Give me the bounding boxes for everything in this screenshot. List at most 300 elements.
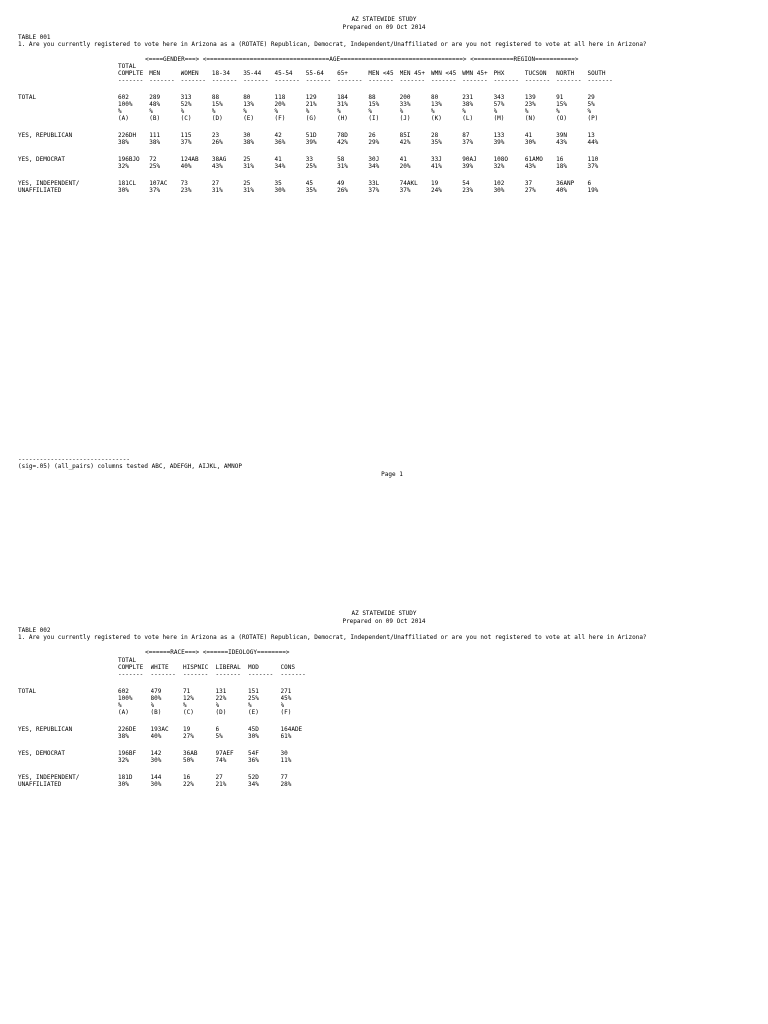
page-number: Page 1 bbox=[381, 471, 403, 478]
table-row bbox=[18, 108, 619, 115]
table-cell: 602 bbox=[118, 94, 129, 101]
table-row bbox=[18, 139, 619, 146]
table-cell: % bbox=[462, 108, 466, 115]
table-row bbox=[18, 187, 619, 194]
table-cell: 39% bbox=[493, 139, 505, 146]
col-header: MEN bbox=[149, 70, 161, 77]
col-header: LIBERAL bbox=[215, 664, 241, 671]
question-text: 1. Are you currently registered to vote here in Arizona as a (ROTATE) Republican, Democrat, Independent/Unaffiliated or are you not registered to vote at all here in Arizona? bbox=[18, 41, 647, 48]
table-cell: % bbox=[368, 108, 372, 115]
table-cell: 88 bbox=[211, 94, 220, 101]
table-cell: % bbox=[524, 108, 529, 115]
table-cell: 88 bbox=[368, 94, 376, 101]
row-spacer bbox=[18, 84, 619, 94]
col-header-top bbox=[525, 63, 556, 70]
table-cell: 58 bbox=[337, 156, 345, 163]
row-spacer bbox=[18, 170, 619, 180]
footer-rule: ------------------------------- bbox=[18, 456, 130, 463]
table-cell: 37% bbox=[149, 187, 161, 194]
table-cell: 33% bbox=[399, 101, 411, 108]
row-spacer bbox=[18, 740, 313, 750]
table-cell: (M) bbox=[493, 115, 505, 122]
table-cell: 43% bbox=[211, 163, 223, 170]
col-header: 18-34 bbox=[211, 70, 230, 77]
table-cell: % bbox=[215, 702, 220, 709]
col-header: 65+ bbox=[337, 70, 348, 77]
table-cell: 29 bbox=[587, 94, 595, 101]
table-cell: (P) bbox=[587, 115, 599, 122]
table-cell: 80 bbox=[243, 94, 251, 101]
table-cell: 144 bbox=[150, 774, 162, 781]
table-cell: 48% bbox=[149, 101, 161, 108]
table-cell: 31% bbox=[243, 163, 255, 170]
table-cell: (K) bbox=[430, 115, 442, 122]
table-cell: 31% bbox=[243, 187, 255, 194]
col-header-top bbox=[183, 657, 216, 664]
table-row bbox=[18, 101, 619, 108]
table-cell: 102 bbox=[493, 180, 505, 187]
col-header-top bbox=[216, 657, 249, 664]
table-cell: 226DE bbox=[118, 726, 137, 733]
table-cell: 20% bbox=[274, 101, 286, 108]
col-header: COMPLTE bbox=[118, 664, 144, 671]
table-cell: 15% bbox=[211, 101, 223, 108]
study-title: AZ STATEWIDE STUDY bbox=[351, 610, 417, 617]
prepared-date: Prepared on 09 Oct 2014 bbox=[342, 24, 426, 31]
table-cell: 78D bbox=[337, 132, 348, 139]
table-cell: 181D bbox=[118, 774, 133, 781]
table-cell: 11% bbox=[280, 757, 292, 764]
table-cell: 30% bbox=[274, 187, 286, 194]
table-row bbox=[18, 94, 619, 101]
table-cell: 50% bbox=[183, 757, 194, 764]
table-cell: 19 bbox=[430, 180, 439, 187]
table-cell: 100% bbox=[118, 695, 133, 702]
table-cell: 35 bbox=[274, 180, 282, 187]
col-header-top: TOTAL bbox=[118, 657, 137, 664]
table-cell: 164ADE bbox=[280, 726, 303, 733]
table-cell: 49 bbox=[337, 180, 345, 187]
table-cell: 31% bbox=[337, 163, 348, 170]
table-row bbox=[18, 132, 619, 139]
table-row bbox=[18, 115, 619, 122]
table-cell: (O) bbox=[556, 115, 567, 122]
row-label: TOTAL bbox=[18, 688, 37, 695]
col-header-top bbox=[400, 63, 431, 70]
row-label-spacer bbox=[18, 657, 118, 664]
table-cell: 19% bbox=[587, 187, 599, 194]
table-cell: 23% bbox=[524, 101, 536, 108]
header-row bbox=[18, 657, 313, 664]
table-cell: (F) bbox=[274, 115, 286, 122]
table-cell: % bbox=[274, 108, 279, 115]
table-row bbox=[18, 180, 619, 187]
table-cell: 25% bbox=[248, 695, 259, 702]
table-cell: 34% bbox=[274, 163, 286, 170]
header-underline bbox=[18, 77, 619, 84]
table-cell: 38% bbox=[149, 139, 161, 146]
table-cell: 33L bbox=[368, 180, 380, 187]
header-row bbox=[18, 664, 313, 671]
table-cell: 18% bbox=[556, 163, 567, 170]
table-cell: 16 bbox=[556, 156, 564, 163]
crosstab-table bbox=[18, 63, 619, 194]
table-cell: 602 bbox=[118, 688, 129, 695]
table-cell: % bbox=[587, 108, 592, 115]
table-cell: 184 bbox=[337, 94, 348, 101]
row-label bbox=[18, 757, 118, 764]
table-cell: (B) bbox=[150, 709, 162, 716]
table-cell: 5% bbox=[215, 733, 223, 740]
header-dashes: ------- bbox=[183, 671, 209, 678]
table-cell: 35% bbox=[430, 139, 442, 146]
col-header-top bbox=[431, 63, 462, 70]
col-header-top bbox=[337, 63, 368, 70]
table-cell: 30J bbox=[368, 156, 380, 163]
table-cell: 38AG bbox=[211, 156, 227, 163]
table-cell: 110 bbox=[587, 156, 599, 163]
table-cell: 37% bbox=[587, 163, 599, 170]
table-cell: 111 bbox=[149, 132, 161, 139]
table-cell: (N) bbox=[524, 115, 536, 122]
table-cell: 36% bbox=[274, 139, 286, 146]
col-header-top bbox=[587, 63, 618, 70]
table-cell: 343 bbox=[493, 94, 505, 101]
col-header-top bbox=[243, 63, 274, 70]
table-cell: 30% bbox=[118, 781, 129, 788]
col-header: SOUTH bbox=[587, 70, 606, 77]
header-dashes: ------- bbox=[243, 77, 269, 84]
table-cell: 61AMO bbox=[524, 156, 543, 163]
table-id: TABLE 001 bbox=[18, 34, 51, 41]
row-label bbox=[18, 733, 118, 740]
row-label: YES, REPUBLICAN bbox=[18, 726, 73, 733]
table-cell: 39% bbox=[462, 163, 474, 170]
table-cell: 29% bbox=[368, 139, 380, 146]
table-cell: 25 bbox=[243, 180, 251, 187]
table-cell: 20% bbox=[399, 163, 411, 170]
table-cell: (A) bbox=[118, 115, 129, 122]
table-cell: 43% bbox=[556, 139, 567, 146]
table-cell: 71 bbox=[183, 688, 191, 695]
row-spacer bbox=[18, 146, 619, 156]
table-cell: 118 bbox=[274, 94, 286, 101]
table-cell: 28% bbox=[280, 781, 292, 788]
col-header-top: TOTAL bbox=[118, 63, 137, 70]
table-cell: 479 bbox=[150, 688, 162, 695]
table-cell: 39N bbox=[556, 132, 567, 139]
row-label: YES, DEMOCRAT bbox=[18, 156, 65, 163]
col-header: TUCSON bbox=[524, 70, 547, 77]
table-cell: 115 bbox=[180, 132, 192, 139]
col-header-top bbox=[494, 63, 525, 70]
row-label bbox=[18, 702, 118, 709]
row-label bbox=[18, 108, 118, 115]
study-title: AZ STATEWIDE STUDY bbox=[351, 16, 417, 23]
table-cell: 129 bbox=[305, 94, 317, 101]
table-cell: 30% bbox=[524, 139, 536, 146]
table-cell: 90AJ bbox=[462, 156, 477, 163]
col-header-top bbox=[149, 63, 180, 70]
question-text: 1. Are you currently registered to vote here in Arizona as a (ROTATE) Republican, Democrat, Independent/Unaffiliated or are you not registered to vote at all here in Arizona? bbox=[18, 634, 647, 641]
table-cell: % bbox=[211, 108, 216, 115]
col-header: HISPNIC bbox=[183, 664, 209, 671]
col-header: WMN 45+ bbox=[462, 70, 488, 77]
table-cell: (L) bbox=[462, 115, 474, 122]
col-header: 55-64 bbox=[305, 70, 324, 77]
table-cell: 313 bbox=[180, 94, 192, 101]
table-cell: 80 bbox=[430, 94, 439, 101]
table-cell: 27% bbox=[524, 187, 536, 194]
table-cell: 45D bbox=[248, 726, 259, 733]
banner-header: <======RACE===> <======IDEOLOGY========> bbox=[145, 649, 290, 656]
col-header: MOD bbox=[248, 664, 259, 671]
table-cell: 6 bbox=[587, 180, 592, 187]
row-spacer-cell bbox=[18, 764, 313, 774]
table-cell: 142 bbox=[150, 750, 162, 757]
table-cell: 24% bbox=[430, 187, 442, 194]
col-header-top bbox=[274, 63, 305, 70]
table-cell: 30 bbox=[280, 750, 288, 757]
table-cell: 108O bbox=[493, 156, 509, 163]
table-cell: 41 bbox=[399, 156, 407, 163]
table-cell: % bbox=[280, 702, 285, 709]
table-cell: 91 bbox=[556, 94, 564, 101]
row-label bbox=[18, 115, 118, 122]
table-cell: 57% bbox=[493, 101, 505, 108]
table-cell: % bbox=[430, 108, 435, 115]
table-cell: 74% bbox=[215, 757, 227, 764]
header-dashes: ------- bbox=[118, 671, 144, 678]
row-spacer bbox=[18, 122, 619, 132]
row-spacer bbox=[18, 716, 313, 726]
table-cell: 32% bbox=[493, 163, 505, 170]
table-cell: 72 bbox=[149, 156, 157, 163]
header-dashes: ------- bbox=[280, 671, 306, 678]
row-label: YES, REPUBLICAN bbox=[18, 132, 73, 139]
table-cell: 35% bbox=[305, 187, 317, 194]
table-cell: 37% bbox=[368, 187, 380, 194]
table-row bbox=[18, 726, 313, 733]
header-dashes: ------- bbox=[368, 77, 394, 84]
row-spacer-cell bbox=[18, 146, 619, 156]
table-cell: 13% bbox=[243, 101, 255, 108]
table-cell: 13% bbox=[430, 101, 442, 108]
col-header-top bbox=[556, 63, 587, 70]
row-label: TOTAL bbox=[18, 94, 37, 101]
table-cell: (E) bbox=[248, 709, 259, 716]
table-cell: % bbox=[305, 108, 310, 115]
table-cell: 73 bbox=[180, 180, 188, 187]
col-header: WOMEN bbox=[180, 70, 199, 77]
table-cell: 31% bbox=[211, 187, 223, 194]
table-cell: 32% bbox=[118, 163, 129, 170]
col-header: CONS bbox=[280, 664, 295, 671]
table-cell: 21% bbox=[215, 781, 227, 788]
table-cell: 226DH bbox=[118, 132, 137, 139]
row-label bbox=[18, 101, 118, 108]
table-cell: 271 bbox=[280, 688, 292, 695]
table-cell: 139 bbox=[524, 94, 536, 101]
table-cell: 25% bbox=[149, 163, 161, 170]
table-cell: 27% bbox=[183, 733, 194, 740]
row-spacer-cell bbox=[18, 678, 313, 688]
table-cell: 41% bbox=[430, 163, 442, 170]
table-cell: 26% bbox=[211, 139, 223, 146]
table-cell: 12% bbox=[183, 695, 194, 702]
header-dashes: ------- bbox=[150, 671, 176, 678]
col-header-top bbox=[151, 657, 184, 664]
table-cell: 38% bbox=[243, 139, 255, 146]
row-label: YES, INDEPENDENT/ bbox=[18, 774, 80, 781]
table-row bbox=[18, 774, 313, 781]
header-dashes: ------- bbox=[556, 77, 582, 84]
table-cell: 5% bbox=[587, 101, 595, 108]
header-dashes: ------- bbox=[180, 77, 206, 84]
table-cell: 6 bbox=[215, 726, 220, 733]
table-row bbox=[18, 156, 619, 163]
header-dashes: ------- bbox=[399, 77, 425, 84]
col-header-top bbox=[306, 63, 337, 70]
table-cell: 52D bbox=[248, 774, 259, 781]
col-header: WHITE bbox=[150, 664, 169, 671]
header-dashes: ------- bbox=[587, 77, 613, 84]
table-cell: % bbox=[399, 108, 404, 115]
row-label bbox=[18, 139, 118, 146]
row-spacer-cell bbox=[18, 122, 619, 132]
footer-note: (sig=.05) (all_pairs) columns tested ABC, ADEFGH, AIJKL, AMNOP bbox=[18, 463, 242, 470]
table-cell: 40% bbox=[150, 733, 162, 740]
col-header-top bbox=[248, 657, 281, 664]
table-cell: 26% bbox=[337, 187, 348, 194]
table-cell: 289 bbox=[149, 94, 161, 101]
col-header: 45-54 bbox=[274, 70, 293, 77]
table-cell: 22% bbox=[215, 695, 227, 702]
header-dashes: ------- bbox=[149, 77, 175, 84]
table-row bbox=[18, 695, 313, 702]
table-cell: 80% bbox=[150, 695, 162, 702]
table-cell: 42% bbox=[337, 139, 348, 146]
table-cell: % bbox=[118, 702, 122, 709]
table-cell: 27 bbox=[215, 774, 223, 781]
table-row bbox=[18, 733, 313, 740]
row-label: UNAFFILIATED bbox=[18, 781, 62, 788]
table-row bbox=[18, 781, 313, 788]
table-cell: 36% bbox=[248, 757, 259, 764]
header-row bbox=[18, 63, 619, 70]
table-cell: (D) bbox=[211, 115, 223, 122]
table-cell: 37% bbox=[462, 139, 474, 146]
row-label bbox=[18, 163, 118, 170]
header-dashes: ------- bbox=[248, 671, 274, 678]
row-label-spacer bbox=[18, 63, 118, 70]
table-cell: 28 bbox=[430, 132, 439, 139]
row-spacer bbox=[18, 764, 313, 774]
table-cell: 151 bbox=[248, 688, 259, 695]
col-header-top bbox=[281, 657, 314, 664]
table-cell: 30% bbox=[150, 757, 162, 764]
table-cell: 16 bbox=[183, 774, 191, 781]
table-cell: 51D bbox=[305, 132, 317, 139]
row-label: YES, DEMOCRAT bbox=[18, 750, 65, 757]
header-dashes: ------- bbox=[211, 77, 238, 84]
table-row bbox=[18, 163, 619, 170]
table-cell: (B) bbox=[149, 115, 161, 122]
table-cell: 26 bbox=[368, 132, 376, 139]
table-cell: % bbox=[150, 702, 155, 709]
table-cell: 25% bbox=[305, 163, 317, 170]
col-header: NORTH bbox=[556, 70, 575, 77]
table-cell: 36ANP bbox=[556, 180, 575, 187]
table-cell: 23% bbox=[462, 187, 474, 194]
table-cell: 54 bbox=[462, 180, 470, 187]
table-cell: 30% bbox=[248, 733, 259, 740]
table-row bbox=[18, 688, 313, 695]
table-cell: 97AEF bbox=[215, 750, 234, 757]
table-id: TABLE 002 bbox=[18, 627, 51, 634]
table-cell: (E) bbox=[243, 115, 255, 122]
table-cell: 38% bbox=[118, 733, 129, 740]
table-cell: 107AC bbox=[149, 180, 168, 187]
table-cell: 231 bbox=[462, 94, 474, 101]
table-cell: 193AC bbox=[150, 726, 169, 733]
col-header: WMN <45 bbox=[430, 70, 457, 77]
table-cell: 13 bbox=[587, 132, 595, 139]
row-spacer-cell bbox=[18, 84, 619, 94]
table-cell: 44% bbox=[587, 139, 599, 146]
header-dashes: ------- bbox=[430, 77, 457, 84]
table-cell: 31% bbox=[337, 101, 348, 108]
table-cell: 41 bbox=[274, 156, 282, 163]
table-cell: 87 bbox=[462, 132, 470, 139]
row-label bbox=[18, 709, 118, 716]
table-cell: 61% bbox=[280, 733, 292, 740]
header-dashes: ------- bbox=[215, 671, 241, 678]
table-cell: 21% bbox=[305, 101, 317, 108]
col-header-top bbox=[181, 63, 212, 70]
table-cell: 45% bbox=[280, 695, 292, 702]
table-cell: (C) bbox=[180, 115, 192, 122]
table-cell: 34% bbox=[248, 781, 259, 788]
col-header-top bbox=[368, 63, 399, 70]
table-cell: (A) bbox=[118, 709, 129, 716]
table-cell: 15% bbox=[368, 101, 380, 108]
table-cell: (C) bbox=[183, 709, 194, 716]
table-cell: 30 bbox=[243, 132, 251, 139]
table-cell: 77 bbox=[280, 774, 288, 781]
col-header-top bbox=[462, 63, 493, 70]
table-cell: (F) bbox=[280, 709, 292, 716]
banner-header: <====GENDER===> <==================================AGE==================================> <===========REGION===========> bbox=[145, 56, 579, 63]
table-cell: % bbox=[243, 108, 247, 115]
table-cell: 52% bbox=[180, 101, 192, 108]
table-cell: % bbox=[180, 108, 185, 115]
table-cell: 54F bbox=[248, 750, 259, 757]
header-dashes: ------- bbox=[493, 77, 519, 84]
table-row bbox=[18, 709, 313, 716]
table-cell: 34% bbox=[368, 163, 380, 170]
col-header: PHX bbox=[493, 70, 505, 77]
table-cell: 19 bbox=[183, 726, 191, 733]
table-cell: 23% bbox=[180, 187, 192, 194]
table-cell: % bbox=[118, 108, 122, 115]
table-cell: 42 bbox=[274, 132, 282, 139]
table-cell: 30% bbox=[118, 187, 129, 194]
table-cell: 37 bbox=[524, 180, 533, 187]
table-cell: 38% bbox=[118, 139, 129, 146]
table-cell: % bbox=[248, 702, 252, 709]
header-dashes: ------- bbox=[118, 77, 144, 84]
